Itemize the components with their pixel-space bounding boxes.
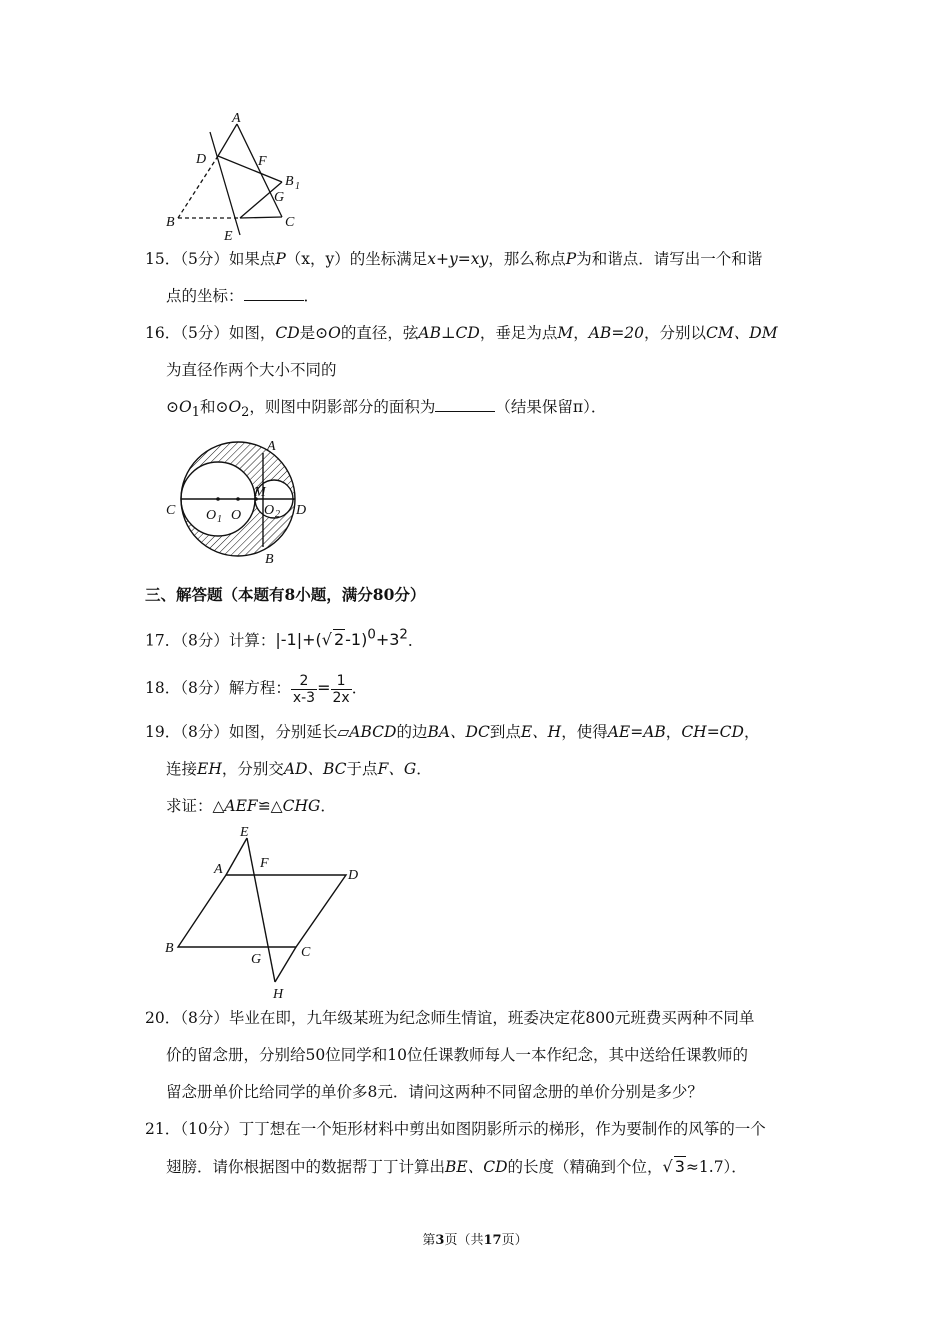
label-M: M xyxy=(254,485,266,500)
label-B1-sub: 1 xyxy=(295,181,300,192)
q16-line1: 16．（5分）如图，CD是⊙O的直径，弦AB⊥CD，垂足为点M，AB=20，分别以CM、DM xyxy=(145,324,778,342)
sqrt-3: √ 3 xyxy=(662,1157,685,1176)
label-A: A xyxy=(232,111,241,126)
label-A: A xyxy=(214,862,223,877)
q21-line1: 21．（10分）丁丁想在一个矩形材料中剪出如图阴影所示的梯形，作为要制作的风筝的一个 xyxy=(145,1120,766,1138)
q15-line2: 点的坐标： ． xyxy=(166,287,320,305)
label-O1: O xyxy=(206,508,217,523)
label-B: B xyxy=(165,941,174,956)
label-O2: O xyxy=(264,503,275,518)
label-B: B xyxy=(265,552,274,567)
q15-line1: 15．（5分）如果点P（x，y）的坐标满足x+y=xy，那么称点P为和谐点．请写出一个和谐 xyxy=(145,250,763,268)
label-D: D xyxy=(296,503,307,518)
q19-line1: 19．（8分）如图，分别延长▱ABCD的边BA、DC到点E、H，使得AE=AB，CH=CD， xyxy=(145,723,760,741)
label-F: F xyxy=(260,856,269,871)
q21-line2: 翅膀．请你根据图中的数据帮丁丁计算出BE、CD的长度（精确到个位，√ 3≈1.7）． xyxy=(166,1157,747,1176)
q20-line2: 价的留念册，分别给50位同学和10位任课教师每人一本作纪念，其中送给任课教师的 xyxy=(166,1046,748,1064)
label-E: E xyxy=(224,229,233,244)
q18-line: 18．（8分）解方程： $\frac{2}{x-3}$ = $\frac{1}{2x}$ ． xyxy=(145,672,368,706)
label-B: B xyxy=(166,215,175,230)
q19-line2: 连接EH，分别交AD、BC于点F、G． xyxy=(166,760,432,778)
label-G: G xyxy=(251,952,262,967)
label-O1-sub: 1 xyxy=(217,514,222,525)
section-3-heading: 三、解答题（本题有8小题，满分80分） xyxy=(145,585,426,604)
figure-q19 xyxy=(160,820,380,1005)
answer-blank xyxy=(435,397,495,412)
label-C: C xyxy=(301,945,311,960)
answer-blank xyxy=(244,286,304,301)
q17-formula: |-1|+(√ $2-1)^0+3^2$ xyxy=(275,628,408,650)
q19-line3: 求证：△AEF≌△CHG． xyxy=(166,797,336,815)
label-D: D xyxy=(348,868,359,883)
label-G: G xyxy=(274,190,285,205)
label-E: E xyxy=(240,825,249,840)
q20-line3: 留念册单价比给同学的单价多8元．请问这两种不同留念册的单价分别是多少？ xyxy=(166,1083,703,1101)
figure-q14 xyxy=(160,110,310,245)
figure-q16 xyxy=(160,435,320,570)
label-O2-sub: 2 xyxy=(275,509,280,520)
label-B1: B xyxy=(285,174,294,189)
label-O: O xyxy=(231,508,242,523)
q20-line1: 20．（8分）毕业在即，九年级某班为纪念师生情谊，班委决定花800元班费买两种不同单 xyxy=(145,1009,755,1027)
label-C: C xyxy=(285,215,295,230)
label-C: C xyxy=(166,503,176,518)
label-H: H xyxy=(273,987,284,1002)
label-D: D xyxy=(196,152,207,167)
q16-line2: 为直径作两个大小不同的 xyxy=(166,361,337,379)
fraction-1: $\frac{2}{x-3}$ xyxy=(292,672,316,706)
fraction-2: $\frac{1}{2x}$ xyxy=(332,672,350,706)
label-F: F xyxy=(258,154,267,169)
q17-line: 17．（8分）计算：|-1|+(√ $2-1)^0+3^2$． xyxy=(145,628,424,650)
page-footer: 第3页（共17页） xyxy=(422,1233,528,1248)
label-A: A xyxy=(267,439,276,454)
q16-line3: $⊙O_1$和$⊙O_2$，则图中阴影部分的面积为 （结果保留π）． xyxy=(166,398,607,421)
